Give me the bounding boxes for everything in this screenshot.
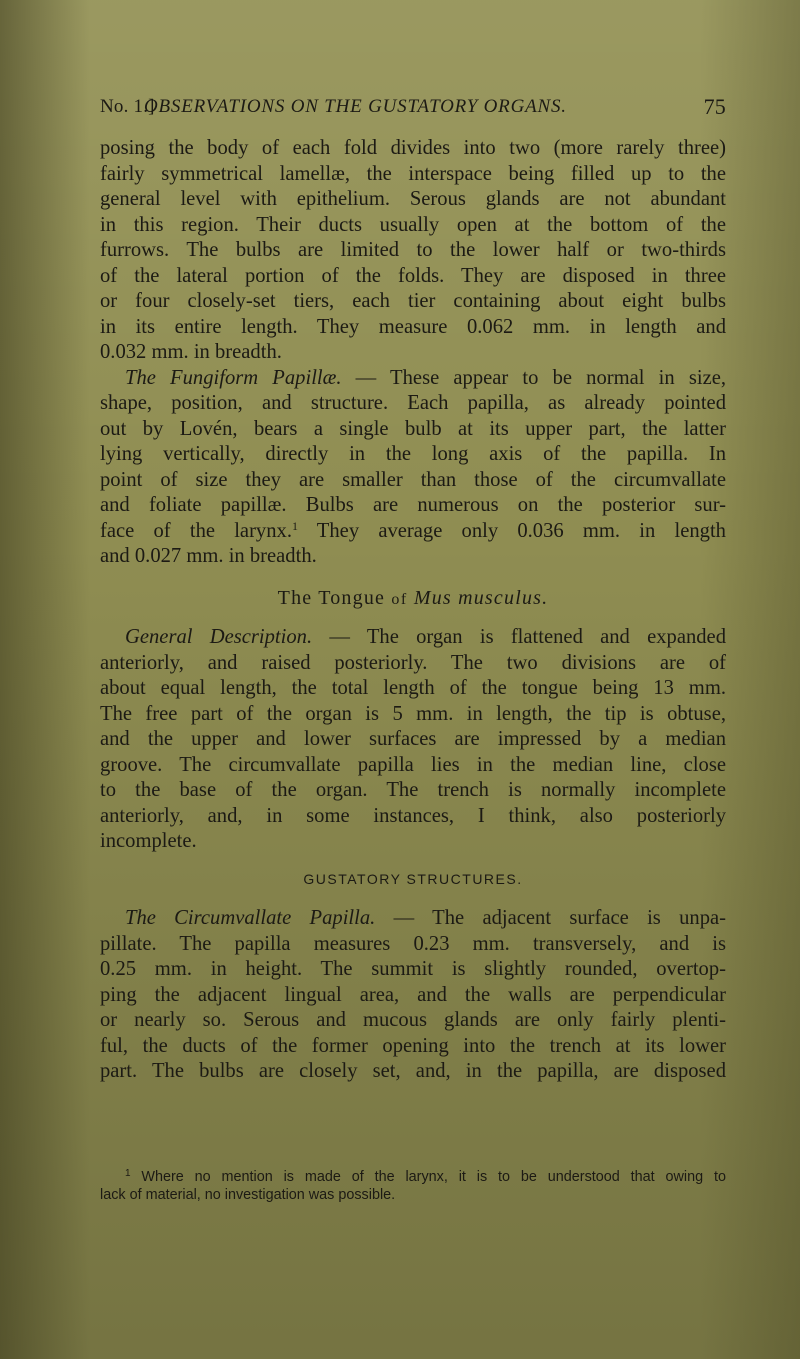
text-line: to the base of the organ. The trench is normally incomplete bbox=[100, 779, 726, 801]
text-line: and 0.027 mm. in breadth. bbox=[100, 545, 317, 567]
section-heading-the: The bbox=[277, 586, 313, 609]
text-line: furrows. The bulbs are limited to the lower half or two-thirds bbox=[100, 239, 726, 261]
section-heading bbox=[100, 586, 726, 612]
paragraph-circumvallate-papilla bbox=[100, 906, 726, 1085]
footnote-text: Where no mention is made of the larynx, it is to be understood that owing to bbox=[130, 1169, 726, 1185]
section-heading-of: of bbox=[391, 590, 408, 608]
section-heading-tongue: Tongue bbox=[318, 586, 386, 609]
paragraph-fungiform-papillae bbox=[100, 366, 726, 570]
running-title: OBSERVATIONS ON THE GUSTATORY ORGANS. bbox=[144, 96, 567, 117]
text-fragment: They average only 0.036 mm. in length bbox=[297, 519, 726, 542]
footnote-line bbox=[100, 1168, 726, 1186]
footnote bbox=[100, 1168, 726, 1204]
subsection-heading: GUSTATORY STRUCTURES. bbox=[303, 870, 523, 887]
text-line: and foliate papillæ. Bulbs are numerous on the posterior sur- bbox=[100, 494, 726, 516]
text-line: point of size they are smaller than those of the circumvallate bbox=[100, 468, 726, 491]
text-line: about equal length, the total length of the tongue being 13 mm. bbox=[100, 677, 726, 699]
paragraph-heading: The Fungiform Papillæ. bbox=[125, 366, 342, 389]
text-fragment: face of the larynx. bbox=[100, 519, 292, 542]
running-header bbox=[100, 96, 726, 124]
text-line: out by Lovén, bears a single bulb at its upper part, the latter bbox=[100, 417, 726, 440]
text-line: lying vertically, directly in the long axis of the papilla. In bbox=[100, 443, 726, 465]
footnote-mark: 1 bbox=[125, 1168, 131, 1179]
paragraph-lead-line bbox=[100, 625, 726, 651]
text-line: The free part of the organ is 5 mm. in length, the tip is obtuse, bbox=[100, 702, 726, 725]
text-line: 0.032 mm. in breadth. bbox=[100, 341, 282, 363]
text-line: shape, position, and structure. Each papilla, as already pointed bbox=[100, 392, 726, 414]
text-line: in this region. Their ducts usually open at the bottom of the bbox=[100, 213, 726, 236]
text-line: or nearly so. Serous and mucous glands are only fairly plenti- bbox=[100, 1009, 726, 1031]
text-line: ping the adjacent lingual area, and the walls are perpendicular bbox=[100, 983, 726, 1006]
text-line: fairly symmetrical lamellæ, the interspace being filled up to the bbox=[100, 162, 726, 185]
text-line: of the lateral portion of the folds. They are disposed in three bbox=[100, 264, 726, 287]
text-line: in its entire length. They measure 0.062 mm. in length and bbox=[100, 315, 726, 338]
text-line: and the upper and lower surfaces are impressed by a median bbox=[100, 728, 726, 750]
text-line: posing the body of each fold divides into two (more rarely three) bbox=[100, 137, 726, 159]
paragraph-general-description bbox=[100, 625, 726, 855]
text-fragment: — The organ is flattened and expanded bbox=[312, 626, 726, 648]
text-line: ful, the ducts of the former opening into the trench at its lower bbox=[100, 1034, 726, 1057]
text-line: incomplete. bbox=[100, 830, 197, 852]
text-line: or four closely-set tiers, each tier containing about eight bulbs bbox=[100, 290, 726, 312]
text-line: general level with epithelium. Serous glands are not abundant bbox=[100, 188, 726, 210]
text-line: groove. The circumvallate papilla lies in the median line, close bbox=[100, 753, 726, 776]
paragraph-lead-line bbox=[100, 366, 726, 392]
text-fragment: — The adjacent surface is unpa- bbox=[375, 907, 726, 929]
paragraph-heading: General Description. bbox=[125, 626, 313, 648]
text-line: anteriorly, and raised posteriorly. The two divisions are of bbox=[100, 651, 726, 674]
footnote-line: lack of material, no investigation was possible. bbox=[100, 1187, 396, 1203]
text-line: part. The bulbs are closely set, and, in the papilla, are disposed bbox=[100, 1060, 726, 1082]
body-text bbox=[100, 136, 726, 1085]
issue-number: No. 1.] bbox=[100, 96, 155, 117]
footnote-reference[interactable]: 1 bbox=[291, 518, 298, 533]
page-number: 75 bbox=[703, 94, 726, 119]
species-name: Mus musculus. bbox=[413, 586, 549, 609]
text-line: pillate. The papilla measures 0.23 mm. transversely, and is bbox=[100, 932, 726, 955]
text-line: anteriorly, and, in some instances, I think, also posteriorly bbox=[100, 804, 726, 827]
text-line: 0.25 mm. in height. The summit is slightly rounded, overtop- bbox=[100, 958, 726, 980]
paragraph-continued bbox=[100, 136, 726, 366]
paragraph-lead-line bbox=[100, 906, 726, 932]
paragraph-heading: The Circumvallate Papilla. bbox=[125, 907, 376, 929]
text-fragment: — These appear to be normal in size, bbox=[341, 366, 726, 389]
text-line-with-footnote bbox=[100, 519, 726, 545]
